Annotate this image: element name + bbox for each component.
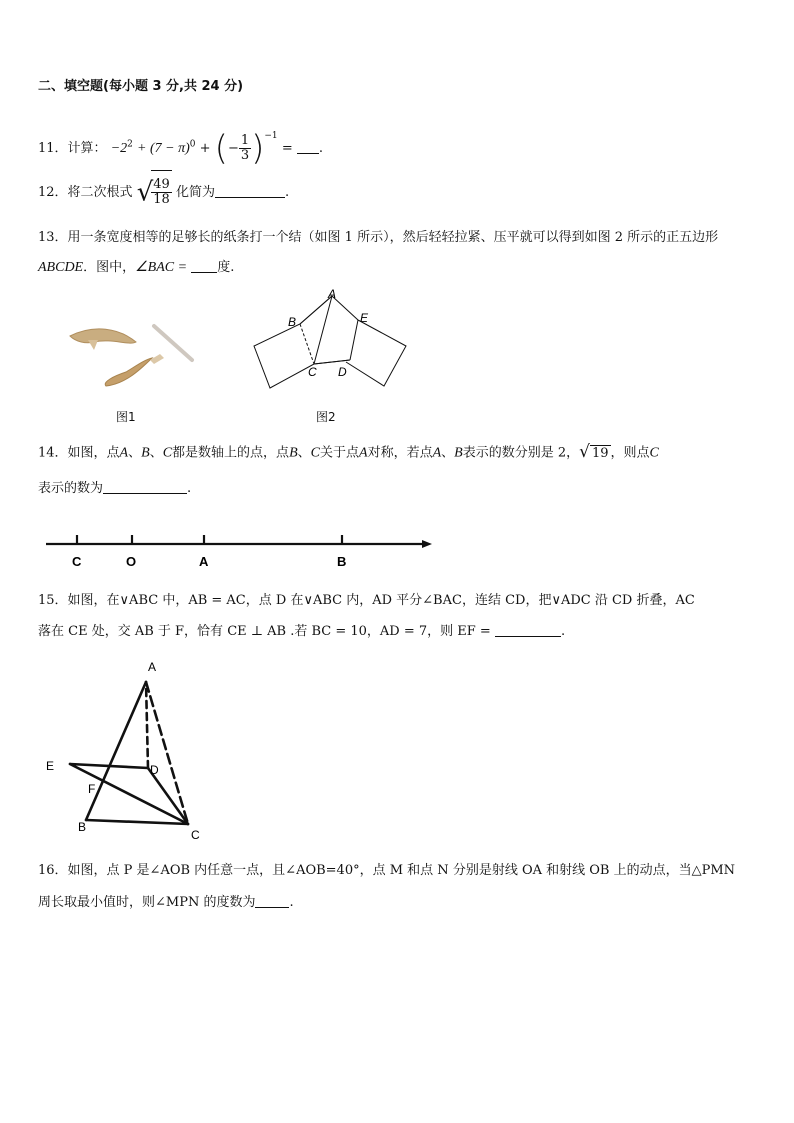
q11-frac-den: 3 [240,148,250,163]
q14-text-c: 关于点 [319,445,359,461]
q16-end: . [289,895,294,910]
fig15-label-e: E [46,759,55,773]
fig2-label-b: B [288,315,297,329]
fig15-label-c: C [191,828,200,842]
q14-point-a: A [119,445,129,461]
question-15-line1: 15．如图，在∨ABC 中，AB = AC，点 D 在∨ABC 内，AD 平分∠BAC，连结 CD，把∨ADC 沿 CD 折叠，AC [38,593,695,608]
q12-radical [137,170,172,215]
q12-fraction [151,178,172,207]
q11-equals: = [281,141,293,156]
q12-end: . [284,185,290,200]
q14-sep: 、 [149,445,163,461]
q15-line2-text: 落在 CE 处，交 AB 于 F，恰有 CE ⊥ AB .若 BC = 10，AD = 7，则 EF = [38,624,491,639]
q14-answer-blank[interactable] [103,480,187,494]
q12-prefix: 12．将二次根式 [38,185,133,200]
q14-point-b: B [289,445,298,461]
q13-text-a: ．图中， [83,260,136,275]
fig15-label-b: B [78,820,87,834]
q14-sqrt-value: 19 [591,446,609,461]
q14-text-d: 对称，若点 [367,445,433,461]
figure-1-caption: 图1 [116,410,136,424]
q16-line2-text: 周长取最小值时，则∠MPN 的度数为 [38,895,256,910]
fig2-label-d: D [338,365,347,379]
q14-point-b: B [454,445,463,461]
q14-text-f: ，则点 [610,445,650,461]
q11-term-a: −2 [110,141,128,156]
q14-text-e: 表示的数分别是 2， [462,445,580,461]
q14-sqrt [579,441,610,465]
q11-left-paren: ( [214,128,228,169]
q14-point-c: C [310,445,320,461]
figure-2-pentagon [250,286,412,392]
q15-end: . [560,624,566,639]
figure-1-knot [64,318,200,394]
question-16-line1: 16．如图，点 P 是∠AOB 内任意一点，且∠AOB=40°，点 M 和点 N 分别是射线 OA 和射线 OB 上的动点，当△PMN [38,863,736,878]
q11-fraction [239,134,251,163]
q11-term-b-exp: 0 [189,139,196,150]
axis-label-o: O [126,554,137,569]
q11-minus: − [227,141,239,156]
q14-point-c: C [162,445,173,461]
question-14-line2 [38,480,191,498]
axis-label-b: B [337,554,347,569]
q13-answer-blank[interactable] [191,259,217,273]
q11-term-a-exp: 2 [127,139,133,150]
q13-text-b: 度. [217,260,235,275]
sqrt-sign-icon: √ [579,442,590,462]
q14-sep: 、 [441,445,455,461]
q14-line2-text: 表示的数为 [38,481,104,496]
fig2-label-a: A [328,287,337,301]
question-14-line1 [38,441,659,463]
q11-term-b: + (7 − π) [137,141,190,156]
fig15-label-f: F [88,782,96,796]
number-line-figure [40,526,440,574]
figure-q15-triangle [40,654,220,846]
q12-frac-num: 49 [153,177,170,192]
axis-label-a: A [199,554,209,569]
q14-end: . [187,481,192,496]
arrow-right-icon [422,540,432,548]
q14-text-a: 14．如图，点 [38,445,120,461]
section-title: 二、填空题(每小题 3 分,共 24 分) [38,79,244,94]
q12-frac-den: 18 [153,192,170,207]
q11-answer-blank[interactable] [297,140,319,154]
q12-suffix: 化简为 [175,185,215,200]
question-12 [38,170,289,214]
q13-pentagon-name: ABCDE [38,260,84,275]
q12-answer-blank[interactable] [215,184,285,198]
question-11 [38,116,323,169]
q14-point-a: A [359,445,368,461]
fig2-label-c: C [308,365,317,379]
q11-term-c-exp: −1 [264,131,278,141]
q14-point-c: C [649,445,659,461]
sqrt-sign-icon: √ [136,177,154,208]
figure-2-caption: 图2 [316,410,336,424]
q11-prefix: 11．计算： [38,141,107,156]
question-13-line2 [38,259,234,277]
q11-end: . [318,141,323,156]
fig2-label-e: E [360,311,369,325]
q13-angle: ∠BAC = [135,260,188,275]
q11-plus: + [199,141,211,156]
q14-point-a: A [432,445,442,461]
axis-label-c: C [72,554,82,569]
question-15-line2 [38,623,565,641]
q15-answer-blank[interactable] [495,623,561,637]
fig15-label-a: A [148,660,157,674]
fig15-label-d: D [150,763,159,777]
q11-right-paren: ) [251,128,265,169]
question-13-line1: 13．用一条宽度相等的足够长的纸条打一个结（如图 1 所示），然后轻轻拉紧、压平就可以得到如图 2 所示的正五边形 [38,230,719,245]
q11-frac-num: 1 [240,133,250,148]
q14-sep: 、 [128,445,142,461]
q14-text-b: 都是数轴上的点，点 [172,445,290,461]
q16-answer-blank[interactable] [255,894,289,908]
q14-point-b: B [141,445,150,461]
q14-sep: 、 [297,445,311,461]
question-16-line2 [38,894,294,912]
